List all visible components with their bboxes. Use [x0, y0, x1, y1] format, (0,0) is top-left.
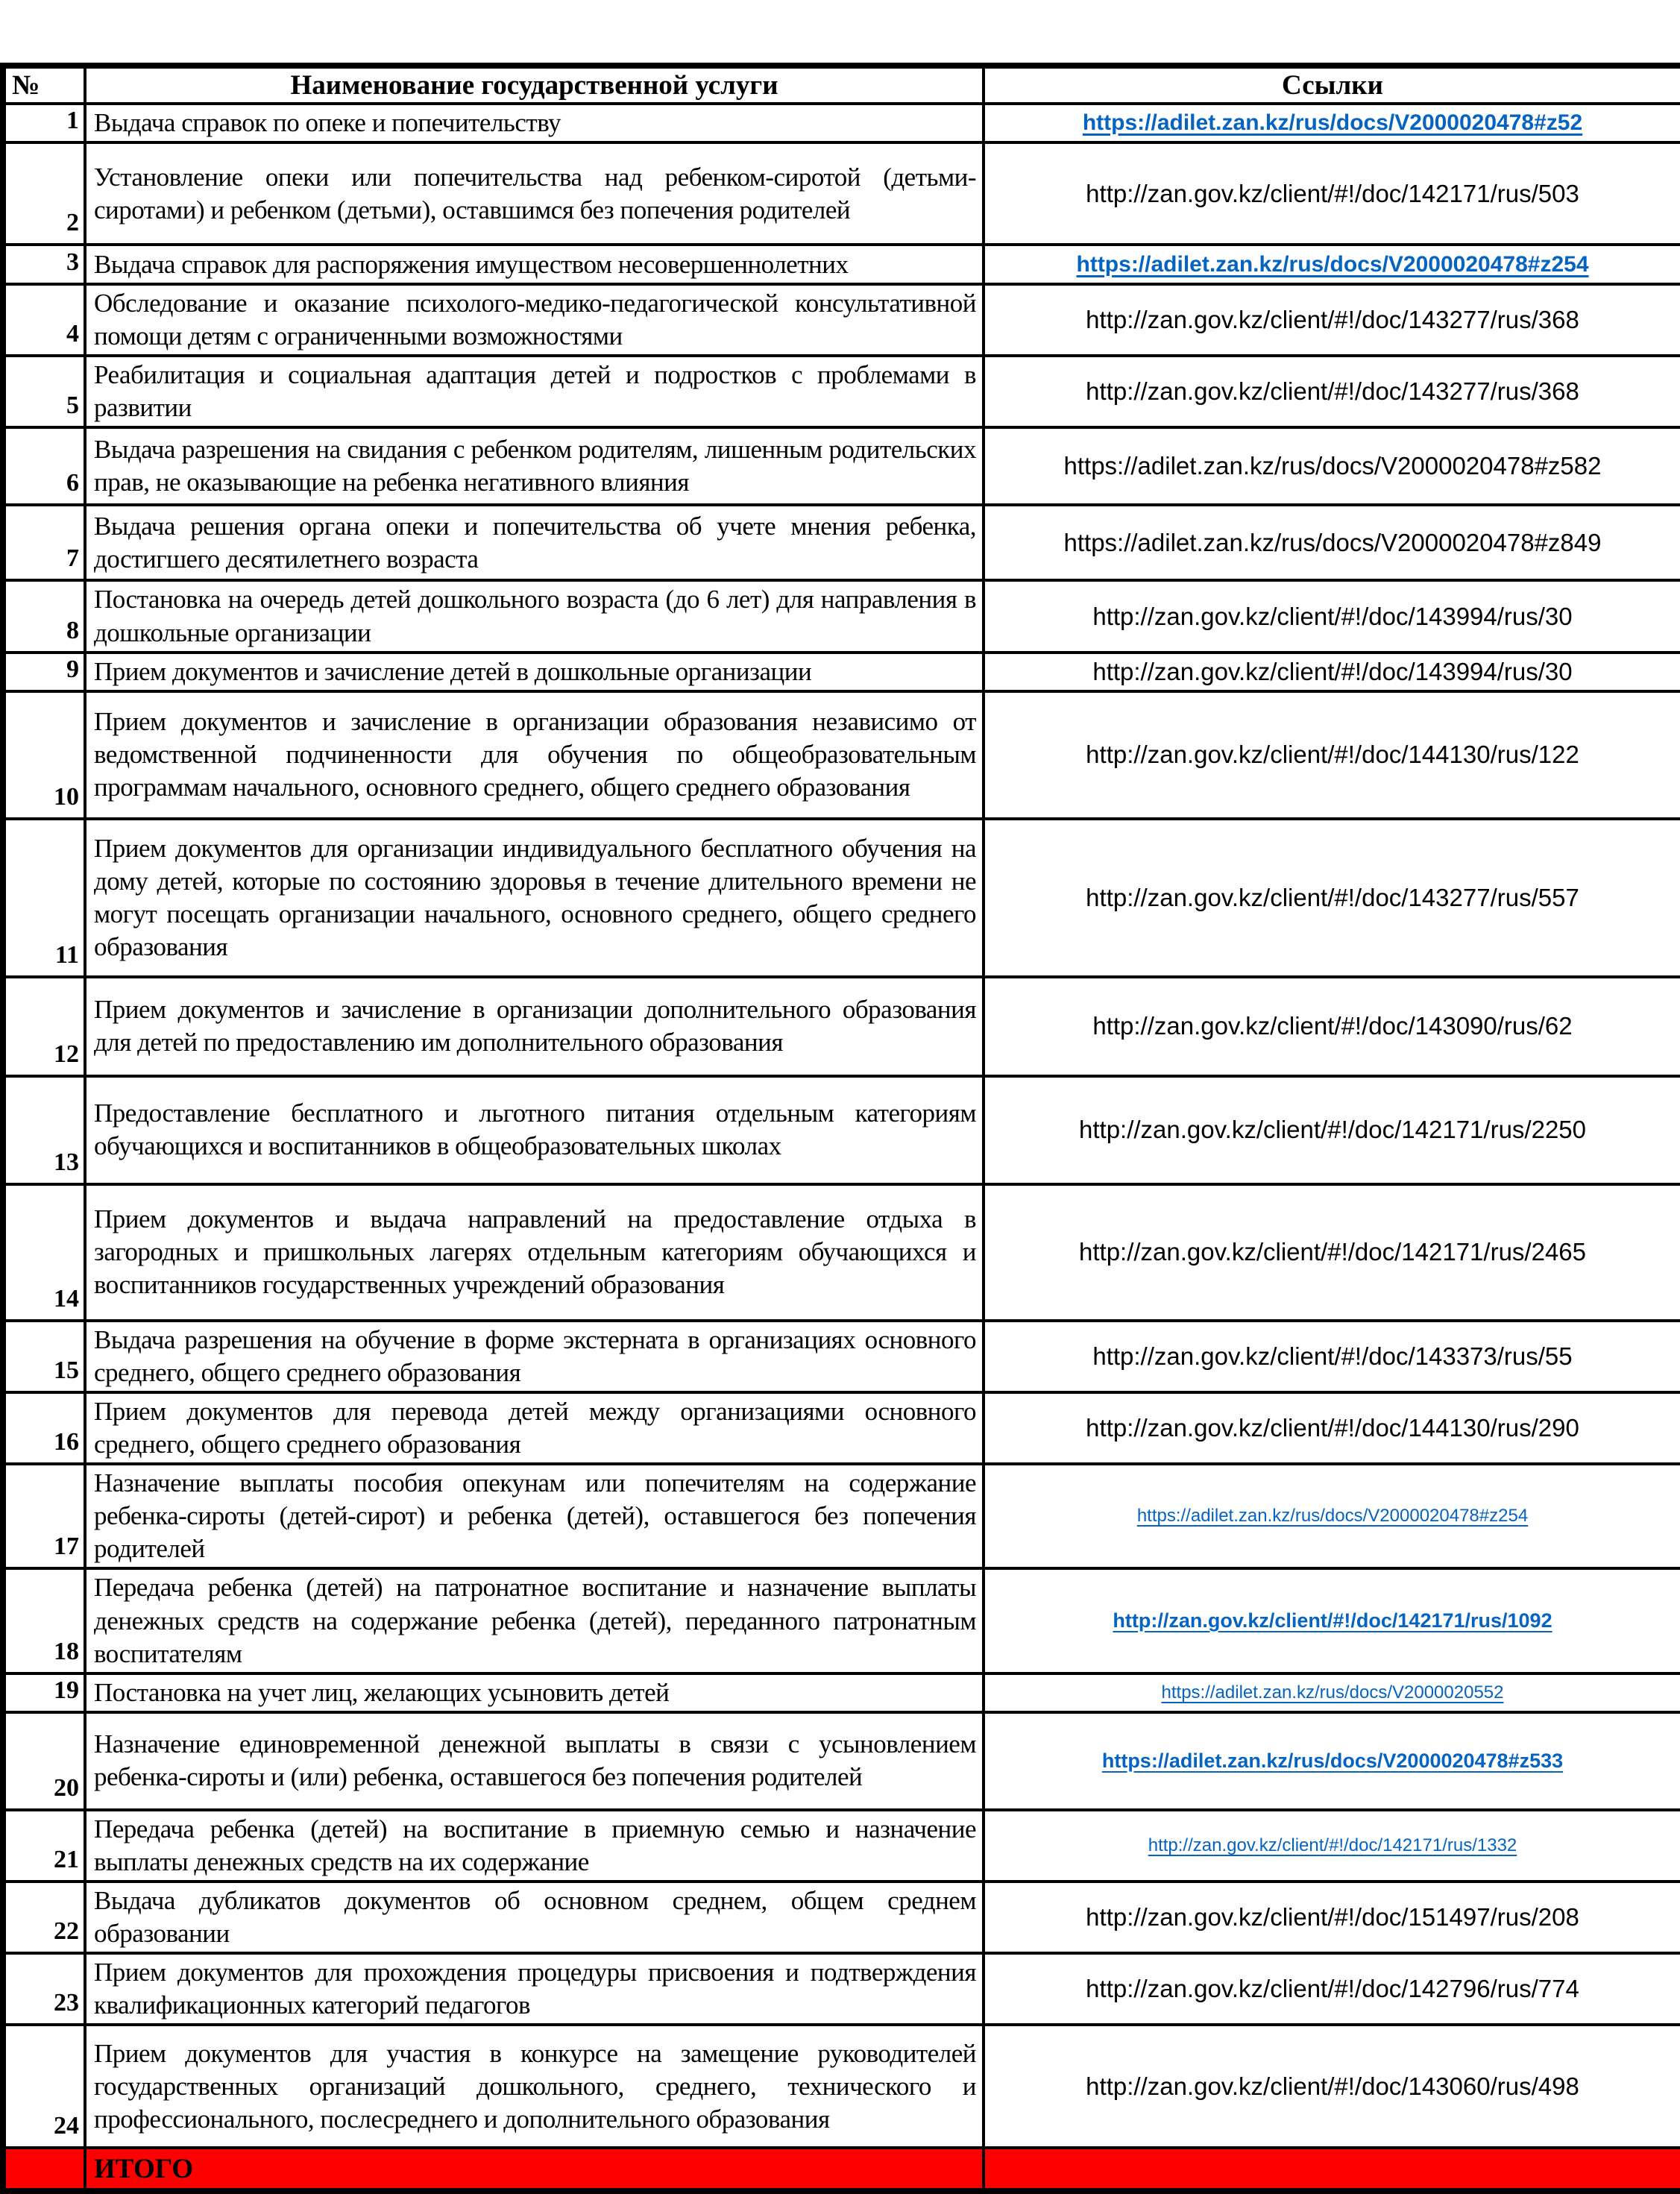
service-name: Выдача разрешения на обучение в форме экстерната в организациях основного среднего, общего среднего образования: [85, 1321, 984, 1392]
row-number: 18: [3, 1568, 85, 1673]
service-name: Выдача разрешения на свидания с ребенком родителям, лишенным родительских прав, не оказывающие на ребенка негативного влияния: [85, 427, 984, 505]
table-row: [3, 1882, 1680, 1953]
service-name: Передача ребенка (детей) на воспитание в приемную семью и назначение выплаты денежных средств на их содержание: [85, 1810, 984, 1882]
service-hyperlink[interactable]: https://adilet.zan.kz/rus/docs/V2000020478#z52: [984, 104, 1680, 142]
service-name: Предоставление бесплатного и льготного питания отдельным категориям обучающихся и воспитанников в общеобразовательных школах: [85, 1076, 984, 1184]
table-row: [3, 819, 1680, 977]
table-row: [3, 1568, 1680, 1673]
table-row: [3, 245, 1680, 284]
service-name: Реабилитация и социальная адаптация детей и подростков с проблемами в развитии: [85, 356, 984, 427]
service-hyperlink[interactable]: http://zan.gov.kz/client/#!/doc/142171/rus/1092: [984, 1568, 1680, 1673]
service-link-text: https://adilet.zan.kz/rus/docs/V2000020478#z582: [984, 427, 1680, 505]
row-number: 1: [3, 104, 85, 142]
row-number: 20: [3, 1712, 85, 1810]
table-row: [3, 1464, 1680, 1568]
service-link-text: http://zan.gov.kz/client/#!/doc/142171/rus/503: [984, 142, 1680, 245]
header-row: [3, 66, 1680, 104]
row-number: 6: [3, 427, 85, 505]
service-link-text: http://zan.gov.kz/client/#!/doc/143373/rus/55: [984, 1321, 1680, 1392]
row-number: 4: [3, 284, 85, 356]
total-row-num-cell: [3, 2148, 85, 2191]
row-number: 3: [3, 245, 85, 284]
table-row: [3, 284, 1680, 356]
total-row-links-cell: [984, 2148, 1680, 2191]
table-row: [3, 977, 1680, 1076]
row-number: 24: [3, 2025, 85, 2148]
service-name: Обследование и оказание психолого-медико-педагогической консультативной помощи детям с ограниченными возможностями: [85, 284, 984, 356]
row-number: 22: [3, 1882, 85, 1953]
row-number: 10: [3, 691, 85, 819]
total-row-label: ИТОГО: [85, 2148, 984, 2191]
service-link-text: http://zan.gov.kz/client/#!/doc/143277/rus/368: [984, 356, 1680, 427]
service-name: Выдача справок для распоряжения имуществом несовершеннолетних: [85, 245, 984, 284]
row-number: 21: [3, 1810, 85, 1882]
row-number: 12: [3, 977, 85, 1076]
service-hyperlink[interactable]: https://adilet.zan.kz/rus/docs/V2000020478#z254: [984, 245, 1680, 284]
service-link-text: http://zan.gov.kz/client/#!/doc/143277/rus/557: [984, 819, 1680, 977]
service-name: Прием документов и зачисление детей в дошкольные организации: [85, 653, 984, 691]
service-name: Прием документов для прохождения процедуры присвоения и подтверждения квалификационных категорий педагогов: [85, 1953, 984, 2025]
table-row: [3, 1953, 1680, 2025]
service-link-text: http://zan.gov.kz/client/#!/doc/144130/rus/290: [984, 1392, 1680, 1464]
table-row: [3, 356, 1680, 427]
row-number: 7: [3, 505, 85, 580]
table-row: [3, 653, 1680, 691]
service-link-text: https://adilet.zan.kz/rus/docs/V2000020478#z849: [984, 505, 1680, 580]
service-hyperlink[interactable]: http://zan.gov.kz/client/#!/doc/142171/rus/1332: [984, 1810, 1680, 1882]
service-name: Постановка на учет лиц, желающих усыновить детей: [85, 1673, 984, 1712]
service-name: Передача ребенка (детей) на патронатное воспитание и назначение выплаты денежных средств на содержание ребенка (детей), переданного патронатным воспитателям: [85, 1568, 984, 1673]
table-row: [3, 1810, 1680, 1882]
row-number: 17: [3, 1464, 85, 1568]
service-link-text: http://zan.gov.kz/client/#!/doc/143277/rus/368: [984, 284, 1680, 356]
row-number: 19: [3, 1673, 85, 1712]
row-number: 9: [3, 653, 85, 691]
row-number: 13: [3, 1076, 85, 1184]
table-row: [3, 104, 1680, 142]
table-row: [3, 1712, 1680, 1810]
table-row: [3, 580, 1680, 652]
service-link-text: http://zan.gov.kz/client/#!/doc/142171/rus/2250: [984, 1076, 1680, 1184]
service-link-text: http://zan.gov.kz/client/#!/doc/143994/rus/30: [984, 653, 1680, 691]
table-row: [3, 691, 1680, 819]
service-link-text: http://zan.gov.kz/client/#!/doc/143060/rus/498: [984, 2025, 1680, 2148]
row-number: 15: [3, 1321, 85, 1392]
row-number: 8: [3, 580, 85, 652]
service-name: Прием документов для участия в конкурсе на замещение руководителей государственных организаций дошкольного, среднего, технического и профессионального, послесреднего и дополнительного образования: [85, 2025, 984, 2148]
service-link-text: http://zan.gov.kz/client/#!/doc/143090/rus/62: [984, 977, 1680, 1076]
service-hyperlink[interactable]: https://adilet.zan.kz/rus/docs/V2000020478#z254: [984, 1464, 1680, 1568]
service-link-text: http://zan.gov.kz/client/#!/doc/151497/rus/208: [984, 1882, 1680, 1953]
service-name: Установление опеки или попечительства над ребенком-сиротой (детьми-сиротами) и ребенком (детьми), оставшимся без попечения родителей: [85, 142, 984, 245]
row-number: 16: [3, 1392, 85, 1464]
row-number: 23: [3, 1953, 85, 2025]
service-link-text: http://zan.gov.kz/client/#!/doc/142796/rus/774: [984, 1953, 1680, 2025]
total-row: [3, 2148, 1680, 2191]
column-header-num: №: [3, 66, 85, 104]
service-name: Назначение единовременной денежной выплаты в связи с усыновлением ребенка-сироты и (или) ребенка, оставшегося без попечения родителей: [85, 1712, 984, 1810]
service-name: Выдача решения органа опеки и попечительства об учете мнения ребенка, достигшего десятилетнего возраста: [85, 505, 984, 580]
service-name: Прием документов и зачисление в организации дополнительного образования для детей по предоставлению им дополнительного образования: [85, 977, 984, 1076]
row-number: 11: [3, 819, 85, 977]
table-row: [3, 1321, 1680, 1392]
service-name: Прием документов для организации индивидуального бесплатного обучения на дому детей, которые по состоянию здоровья в течение длительного времени не могут посещать организации начального, основного среднего, общего среднего образования: [85, 819, 984, 977]
service-link-text: http://zan.gov.kz/client/#!/doc/143994/rus/30: [984, 580, 1680, 652]
service-name: Прием документов и выдача направлений на предоставление отдыха в загородных и пришкольных лагерях отдельным категориям обучающихся и воспитанников государственных учреждений образования: [85, 1184, 984, 1321]
service-link-text: http://zan.gov.kz/client/#!/doc/144130/rus/122: [984, 691, 1680, 819]
service-name: Постановка на очередь детей дошкольного возраста (до 6 лет) для направления в дошкольные организации: [85, 580, 984, 652]
table-row: [3, 1076, 1680, 1184]
column-header-service-name: Наименование государственной услуги: [85, 66, 984, 104]
table-row: [3, 2025, 1680, 2148]
service-hyperlink[interactable]: https://adilet.zan.kz/rus/docs/V2000020478#z533: [984, 1712, 1680, 1810]
table-row: [3, 505, 1680, 580]
table-row: [3, 1673, 1680, 1712]
service-name: Прием документов и зачисление в организации образования независимо от ведомственной подчиненности для обучения по общеобразовательным программам начального, основного среднего, общего среднего образования: [85, 691, 984, 819]
table-row: [3, 142, 1680, 245]
service-name: Назначение выплаты пособия опекунам или попечителям на содержание ребенка-сироты (детей-сирот) и ребенка (детей), оставшегося без попечения родителей: [85, 1464, 984, 1568]
table-row: [3, 1184, 1680, 1321]
table-row: [3, 1392, 1680, 1464]
service-name: Выдача справок по опеке и попечительству: [85, 104, 984, 142]
service-link-text: http://zan.gov.kz/client/#!/doc/142171/rus/2465: [984, 1184, 1680, 1321]
service-hyperlink[interactable]: https://adilet.zan.kz/rus/docs/V2000020552: [984, 1673, 1680, 1712]
row-number: 2: [3, 142, 85, 245]
row-number: 5: [3, 356, 85, 427]
service-name: Выдача дубликатов документов об основном среднем, общем среднем образовании: [85, 1882, 984, 1953]
row-number: 14: [3, 1184, 85, 1321]
column-header-links: Ссылки: [984, 66, 1680, 104]
table-row: [3, 427, 1680, 505]
service-name: Прием документов для перевода детей между организациями основного среднего, общего среднего образования: [85, 1392, 984, 1464]
services-table: [0, 63, 1680, 2194]
